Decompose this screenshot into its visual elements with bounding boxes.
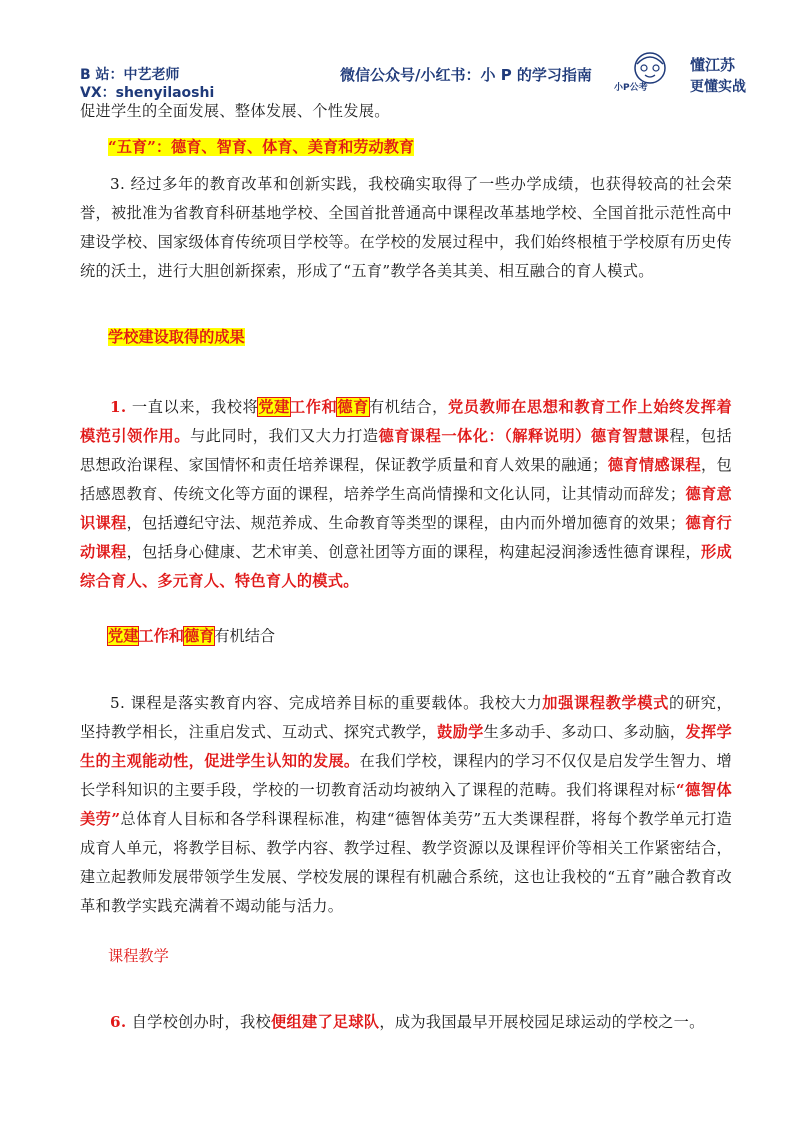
wuyu-highlight xyxy=(108,135,414,159)
slogan-line-1: 懂江苏 xyxy=(690,56,736,74)
paragraph-continuation: 促进学生的全面发展、整体发展、个性发展。 xyxy=(80,102,390,120)
paragraph-6: 6. 自学校创办时，我校便组建了足球队，成为我国最早开展校园足球运动的学校之一。 xyxy=(110,1013,705,1031)
paragraph-3: 3. 经过多年的教育改革和创新实践，我校确实取得了一些办学成绩，也获得较高的社会荣誉，被批准为省教育科研基地学校、全国首批普通高中课程改革基地学校、全国首批示范性高中建设学校、国家级体育传统项目学校等。在学校的发展过程中，我们始终根植于学校原有历史传统的沃土，进行大胆创新探索，形成了“五育”教学各美其美、相互融合的育人模式。 xyxy=(80,175,732,280)
official-account: 微信公众号/小红书：小 P 的学习指南 xyxy=(340,66,592,84)
heading-course: 课程教学 xyxy=(108,947,169,965)
page-header xyxy=(0,0,800,100)
deyu-highlight: 德育 xyxy=(337,398,369,416)
slogan-line-2: 更懂实战 xyxy=(690,79,746,95)
paragraph-1: 1. 一直以来，我校将党建工作和德育有机结合，党员教师在思想和教育工作上始终发挥着模范引领作用。与此同时，我们又大力打造德育课程一体化：（解释说明）德育智慧课程，包括思想政治课程、家国情怀和责任培养课程，保证教学质量和育人效果的融通；德育情感课程，包括感恩教育、传统文化等方面的课程，培养学生高尚情操和文化认同，让其情动而辞发；德育意识课程，包括遵纪守法、规范养成、生命教育等类型的课程，由内而外增加德育的效果；德育行动课程，包括身心健康、艺术审美、创意社团等方面的课程，构建起浸润渗透性德育课程，形成综合育人、多元育人、特色育人的模式。 xyxy=(80,398,733,590)
heading-achievement: 学校建设取得的成果 xyxy=(108,328,245,346)
logo-text: 小P公考 xyxy=(614,83,648,93)
note-dangjian-deyu: 党建工作和德育有机结合 xyxy=(108,627,276,645)
bilibili-account: B 站：中艺老师 xyxy=(80,67,180,83)
dangjian-highlight: 党建 xyxy=(258,398,290,416)
paragraph-5: 5. 课程是落实教育内容、完成培养目标的重要载体。我校大力加强课程教学模式的研究，坚持教学相长，注重启发式、互动式、探究式教学，鼓励学生多动手、多动口、多动脑，发挥学生的主观能动性，促进学生认知的发展。在我们学校，课程内的学习不仅仅是启发学生智力、增长学科知识的主要手段，学校的一切教育活动均被纳入了课程的范畴。我们将课程对标“德智体美劳”总体育人目标和各学科课程标准，构建“德智体美劳”五大类课程群，将每个教学单元打造成育人单元，将教学目标、教学内容、教学过程、教学资源以及课程评价等相关工作紧密结合，建立起教师发展带领学生发展、学校发展的课程有机融合系统，这也让我校的“五育”融合教育改革和教学实践充满着不竭动能与活力。 xyxy=(80,694,733,915)
wechat-id: VX：shenyilaoshi xyxy=(80,85,215,101)
wuyu-text: “五育”：德育、智育、体育、美育和劳动教育 xyxy=(108,138,415,156)
